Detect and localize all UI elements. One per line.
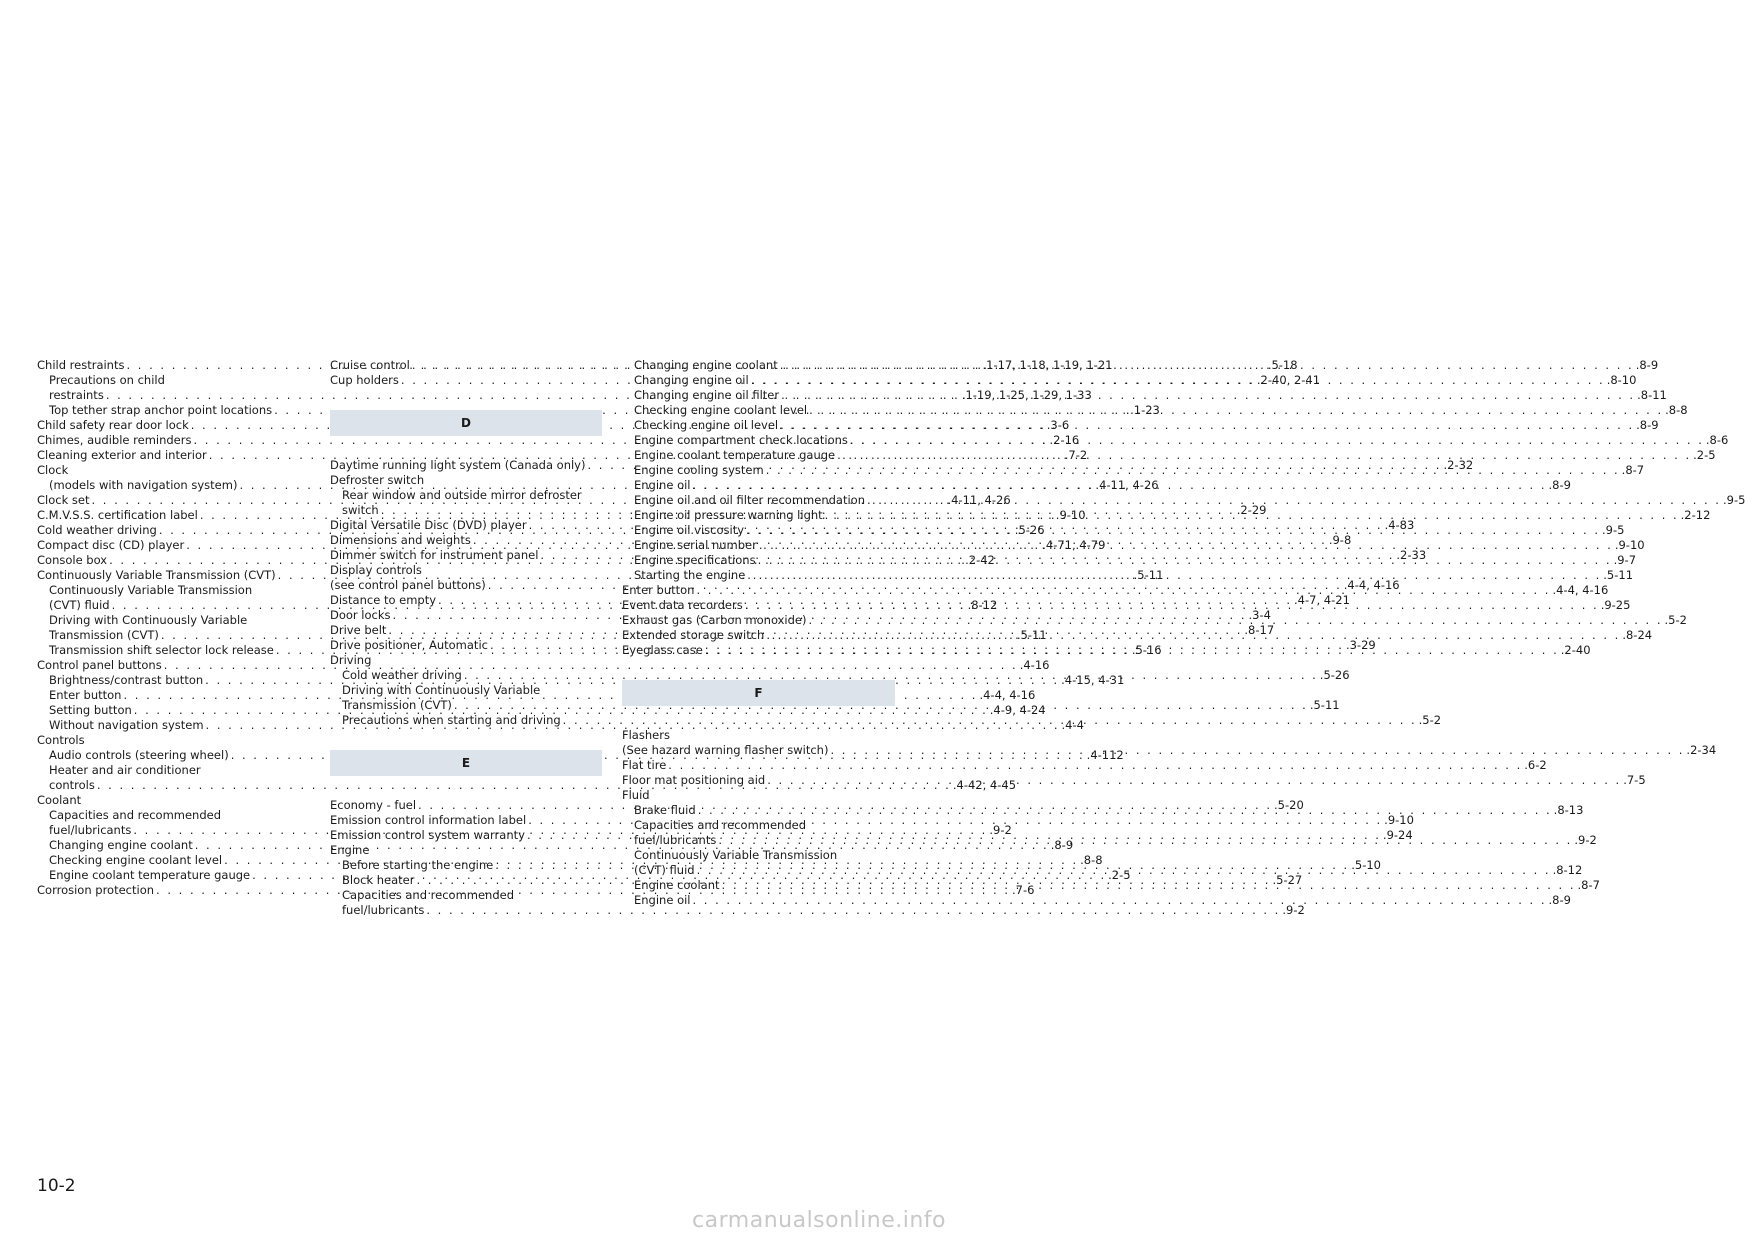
index-entry — [622, 788, 895, 803]
entry-text: Cruise control — [330, 358, 410, 372]
page-reference: .8-13 — [1553, 803, 1584, 817]
entry-text: Checking engine coolant level — [49, 853, 223, 867]
page-reference: .9-10 — [1384, 813, 1414, 827]
page-reference: .2-40 — [1560, 643, 1591, 657]
page-number: 10-2 — [37, 1176, 76, 1196]
entry-text: Door locks — [330, 608, 391, 622]
entry-text: controls — [49, 778, 95, 792]
page-reference: .4-112 — [1086, 748, 1124, 762]
page-reference: .8-9 — [1635, 358, 1659, 372]
entry-text: Changing engine coolant — [49, 838, 193, 852]
page-reference: .9-24 — [1382, 828, 1413, 842]
entry-text: Cold weather driving — [342, 668, 462, 682]
entry-text: Changing engine oil filter — [634, 388, 780, 402]
entry-text: Engine coolant temperature gauge — [49, 868, 251, 882]
entry-text: Emission control information label — [330, 813, 527, 827]
entry-text: Engine cooling system — [634, 463, 764, 477]
entry-text: Setting button — [49, 703, 132, 717]
index-entry — [37, 373, 320, 388]
entry-text: Transmission (CVT) — [49, 628, 159, 642]
entry-text: Emission control system warranty — [330, 828, 525, 842]
dot-leader — [697, 863, 1551, 878]
page-reference: .8-7 — [1621, 463, 1645, 477]
entry-text: Defroster switch — [330, 473, 425, 487]
entry-text: Continuously Variable Transmission (CVT) — [37, 568, 276, 582]
entry-text: Flashers — [622, 728, 670, 742]
entry-text: Changing engine oil — [634, 373, 749, 387]
page-reference: .5-18 — [1267, 358, 1298, 372]
page-reference: .4-42, 4-45 — [952, 778, 1017, 792]
page-reference: .8-12 — [967, 598, 998, 612]
page-reference: .2-12 — [1680, 508, 1711, 522]
page-reference: .8-8 — [1080, 853, 1103, 867]
entry-text: Audio controls (steering wheel) — [49, 748, 229, 762]
page-reference: .8-7 — [1577, 878, 1600, 892]
page-reference: .8-9 — [1636, 418, 1659, 432]
page-reference: .9-8 — [1328, 533, 1352, 547]
page-reference: .4-15, 4-31 — [1061, 673, 1125, 687]
entry-text: Engine coolant temperature gauge — [634, 448, 836, 462]
page-reference: .5-20 — [1274, 798, 1304, 812]
section-letter-header — [330, 750, 602, 776]
dot-leader — [759, 538, 1613, 553]
entry-text: (CVT) fluid — [49, 598, 110, 612]
entry-text: Continuously Variable Transmission — [634, 848, 838, 862]
index-entry — [37, 808, 320, 823]
dot-leader — [747, 568, 1601, 583]
page-reference: .6-2 — [1524, 758, 1547, 772]
page-reference: .9-2 — [1282, 903, 1305, 917]
dot-leader — [751, 373, 1605, 388]
entry-text: Daytime running light system (Canada only) — [330, 458, 586, 472]
index-entry — [622, 568, 1634, 583]
entry-text: Console box — [37, 553, 108, 567]
index-entry — [622, 728, 895, 743]
entry-text: Driving — [330, 653, 372, 667]
entry-text: (CVT) fluid — [634, 863, 695, 877]
entry-text: Transmission shift selector lock release — [49, 643, 274, 657]
page-reference: .8-9 — [1548, 893, 1571, 907]
dot-leader — [693, 893, 1547, 908]
entry-text: Cup holders — [330, 373, 399, 387]
dot-leader — [850, 433, 1704, 448]
entry-text: Chimes, audible reminders — [37, 433, 192, 447]
dot-leader — [693, 478, 1547, 493]
entry-text: Fluid — [622, 788, 650, 802]
page-reference: .8-10 — [1606, 373, 1637, 387]
dot-leader — [705, 643, 1559, 658]
entry-text: Economy - fuel — [330, 798, 417, 812]
entry-text: Drive belt — [330, 623, 387, 637]
entry-text: Checking engine coolant level — [634, 403, 808, 417]
entry-text: Digital Versatile Disc (DVD) player — [330, 518, 527, 532]
entry-text: Before starting the engine — [342, 858, 494, 872]
entry-text: Child safety rear door lock — [37, 418, 189, 432]
entry-text: Top tether strap anchor point locations — [49, 403, 273, 417]
index-entry — [37, 733, 320, 748]
entry-text: Cold weather driving — [37, 523, 157, 537]
page-reference: .8-11 — [1637, 388, 1667, 402]
dot-leader — [696, 583, 1550, 598]
entry-text: Coolant — [37, 793, 82, 807]
page-reference: .2-34 — [1686, 743, 1717, 757]
dot-leader — [781, 388, 1635, 403]
page-reference: .2-40, 2-41 — [1256, 373, 1321, 387]
page-reference: .4-11, 4-26 — [1095, 478, 1159, 492]
index-entry — [622, 818, 895, 833]
index-entry — [622, 893, 1571, 908]
page-reference: .5-27 — [1272, 873, 1303, 887]
entry-text: Exhaust gas (Carbon monoxide) — [622, 613, 807, 627]
page-reference: .5-11 — [1603, 568, 1634, 582]
page-reference: .5-26 — [1014, 523, 1045, 537]
page-reference: .2-42 — [965, 553, 995, 567]
page-reference: .4-4, 4-16 — [1552, 583, 1609, 597]
entry-text: Engine oil viscosity — [634, 523, 745, 537]
entry-text: Checking engine oil level — [634, 418, 779, 432]
entry-text: Without navigation system — [49, 718, 204, 732]
page-reference: .5-10 — [1351, 858, 1381, 872]
entry-text: Engine serial number — [634, 538, 757, 552]
entry-text: Block heater — [342, 873, 415, 887]
page-reference: .8-9 — [1548, 478, 1571, 492]
page-reference: .5-11 — [1016, 628, 1047, 642]
entry-text: switch — [342, 503, 379, 517]
page-reference: .9-7 — [1613, 553, 1637, 567]
page-reference: .8-17 — [1244, 623, 1275, 637]
page-reference: .8-12 — [1552, 863, 1583, 877]
page-reference: .4-4, 4-16 — [979, 688, 1036, 702]
entry-text: Capacities and recommended — [342, 888, 515, 902]
dot-leader — [766, 628, 1620, 643]
index-entry — [330, 563, 602, 578]
page-reference: .5-16 — [1131, 643, 1162, 657]
page-reference: .7-5 — [1623, 773, 1646, 787]
page-reference: .4-9, 4-24 — [989, 703, 1046, 717]
page-reference: .4-7, 4-21 — [1294, 593, 1350, 607]
dot-leader — [830, 743, 1684, 758]
entry-text: Brake fluid — [634, 803, 696, 817]
page-reference: .3-4 — [1248, 608, 1271, 622]
index-entry — [37, 463, 320, 478]
index-entry — [330, 683, 602, 698]
page-reference: .5-26 — [1319, 668, 1350, 682]
section-letter-header — [622, 680, 895, 706]
page-reference: .5-11 — [1309, 698, 1340, 712]
page-reference: .2-32 — [1443, 458, 1474, 472]
dot-leader — [758, 553, 1612, 568]
section-letter-header — [330, 410, 602, 436]
page-reference: .4-83 — [1384, 518, 1415, 532]
watermark-logo: carmanualsonline.info — [692, 1208, 946, 1233]
dot-leader — [809, 403, 1663, 418]
index-entry — [622, 848, 895, 863]
index-entry — [330, 653, 602, 668]
page-reference: .2-16 — [1049, 433, 1080, 447]
entry-text: Display controls — [330, 563, 422, 577]
page-reference: .2-5 — [1108, 868, 1131, 882]
page-reference: .8-8 — [1665, 403, 1688, 417]
entry-text: Engine — [330, 843, 370, 857]
entry-text: C.M.V.S.S. certification label — [37, 508, 198, 522]
entry-text: Transmission (CVT) — [342, 698, 452, 712]
entry-text: Capacities and recommended — [49, 808, 222, 822]
entry-text: Engine oil — [634, 893, 691, 907]
page-reference: .4-4 — [1061, 718, 1084, 732]
dot-leader — [746, 523, 1600, 538]
entry-text: Clock — [37, 463, 69, 477]
page-reference: .8-9 — [1050, 838, 1074, 852]
section-letter: F — [754, 686, 763, 700]
dot-leader — [767, 773, 1621, 788]
page-reference: .4-16 — [1019, 658, 1050, 672]
entry-text: Brightness/contrast button — [49, 673, 204, 687]
index-entry — [622, 758, 1547, 773]
index-entry — [37, 763, 320, 778]
page-reference: .2-33 — [1396, 548, 1427, 562]
index-entry — [330, 843, 602, 858]
index-entry — [330, 473, 602, 488]
page-reference: .9-25 — [1600, 598, 1631, 612]
entry-text: Dimmer switch for instrument panel — [330, 548, 539, 562]
dot-leader — [780, 418, 1634, 433]
entry-text: Enter button — [622, 583, 695, 597]
page-reference: .4-71, 4-79 — [1042, 538, 1106, 552]
page-reference: .1-23 — [1130, 403, 1160, 417]
section-letter: D — [461, 416, 471, 430]
entry-text: Flat tire — [622, 758, 667, 772]
entry-text: Precautions when starting and driving — [342, 713, 561, 727]
page-reference: .4-4, 4-16 — [1343, 578, 1400, 592]
page-reference: .2-5 — [1693, 448, 1716, 462]
entry-text: Engine oil pressure warning light — [634, 508, 823, 522]
entry-text: Changing engine coolant — [634, 358, 778, 372]
entry-text: Cleaning exterior and interior — [37, 448, 207, 462]
page-reference: .1-19, 1-25, 1-29, 1-33 — [961, 388, 1092, 402]
entry-text: Extended storage switch — [622, 628, 765, 642]
entry-text: Engine coolant — [634, 878, 720, 892]
page-reference: .7-2 — [1064, 448, 1088, 462]
page-reference: .1-17, 1-18, 1-19, 1-21 — [982, 358, 1113, 372]
entry-text: Drive positioner, Automatic — [330, 638, 488, 652]
entry-text: fuel/lubricants — [49, 823, 132, 837]
entry-text: Capacities and recommended — [634, 818, 807, 832]
page-reference: .9-10 — [1055, 508, 1086, 522]
page-reference: .9-5 — [1602, 523, 1625, 537]
page-reference: .9-5 — [1722, 493, 1745, 507]
entry-text: Compact disc (CD) player — [37, 538, 185, 552]
dot-leader — [668, 758, 1522, 773]
index-entry — [37, 583, 320, 598]
entry-text: Controls — [37, 733, 85, 747]
page-reference: .2-29 — [1236, 503, 1267, 517]
index-entry — [37, 793, 320, 808]
entry-text: (See hazard warning flasher switch) — [622, 743, 829, 757]
dot-leader — [780, 358, 1634, 373]
entry-text: Clock set — [37, 493, 90, 507]
entry-text: Rear window and outside mirror defroster — [342, 488, 582, 502]
page-reference: .7-6 — [1012, 883, 1035, 897]
entry-text: Dimensions and weights — [330, 533, 471, 547]
entry-text: Distance to empty — [330, 593, 437, 607]
page-reference: .5-2 — [1664, 613, 1687, 627]
entry-text: Heater and air conditioner — [49, 763, 201, 777]
entry-text: Driving with Continuously Variable — [49, 613, 248, 627]
dot-leader — [698, 803, 1552, 818]
dot-leader — [867, 493, 1721, 508]
page-reference: .5-11 — [1133, 568, 1164, 582]
entry-text: Precautions on child — [49, 373, 165, 387]
page-reference: .9-2 — [1574, 833, 1597, 847]
page-reference: .5-2 — [1418, 713, 1442, 727]
dot-leader — [825, 508, 1679, 523]
entry-text: Event data recorders — [622, 598, 743, 612]
dot-leader — [766, 463, 1620, 478]
entry-text: Continuously Variable Transmission — [49, 583, 253, 597]
section-letter: E — [461, 756, 471, 770]
entry-text: Corrosion protection — [37, 883, 155, 897]
page-reference: .3-29 — [1345, 638, 1376, 652]
entry-text: (models with navigation system) — [49, 478, 238, 492]
entry-text: Enter button — [49, 688, 122, 702]
dot-leader — [718, 833, 1572, 848]
index-entry — [330, 888, 602, 903]
entry-text: fuel/lubricants — [634, 833, 717, 847]
dot-leader — [745, 598, 1599, 613]
index-entry — [330, 903, 1305, 918]
entry-text: Driving with Continuously Variable — [342, 683, 541, 697]
page-reference: .4-11, 4-26 — [947, 493, 1011, 507]
entry-text: Engine compartment check locations — [634, 433, 848, 447]
index-entry — [330, 488, 602, 503]
dot-leader — [837, 448, 1691, 463]
page-reference: .3-6 — [1046, 418, 1070, 432]
entry-text: Child restraints — [37, 358, 125, 372]
entry-text: Engine specifications — [634, 553, 756, 567]
entry-text: Engine oil — [634, 478, 691, 492]
entry-text: Floor mat positioning aid — [622, 773, 766, 787]
entry-text: (see control panel buttons) — [330, 578, 486, 592]
page-reference: .9-2 — [989, 823, 1012, 837]
index-entry — [37, 613, 320, 628]
page-reference: .8-24 — [1622, 628, 1653, 642]
dot-leader — [809, 613, 1663, 628]
page-reference: .9-10 — [1614, 538, 1645, 552]
entry-text: Eyeglass case — [622, 643, 703, 657]
entry-text: Starting the engine — [634, 568, 746, 582]
entry-text: fuel/lubricants — [342, 903, 425, 917]
entry-text: restraints — [49, 388, 104, 402]
entry-text: Engine oil and oil filter recommendation — [634, 493, 865, 507]
dot-leader — [722, 878, 1576, 893]
entry-text: Control panel buttons — [37, 658, 162, 672]
page-reference: .8-6 — [1705, 433, 1729, 447]
index-entry — [622, 583, 1609, 598]
